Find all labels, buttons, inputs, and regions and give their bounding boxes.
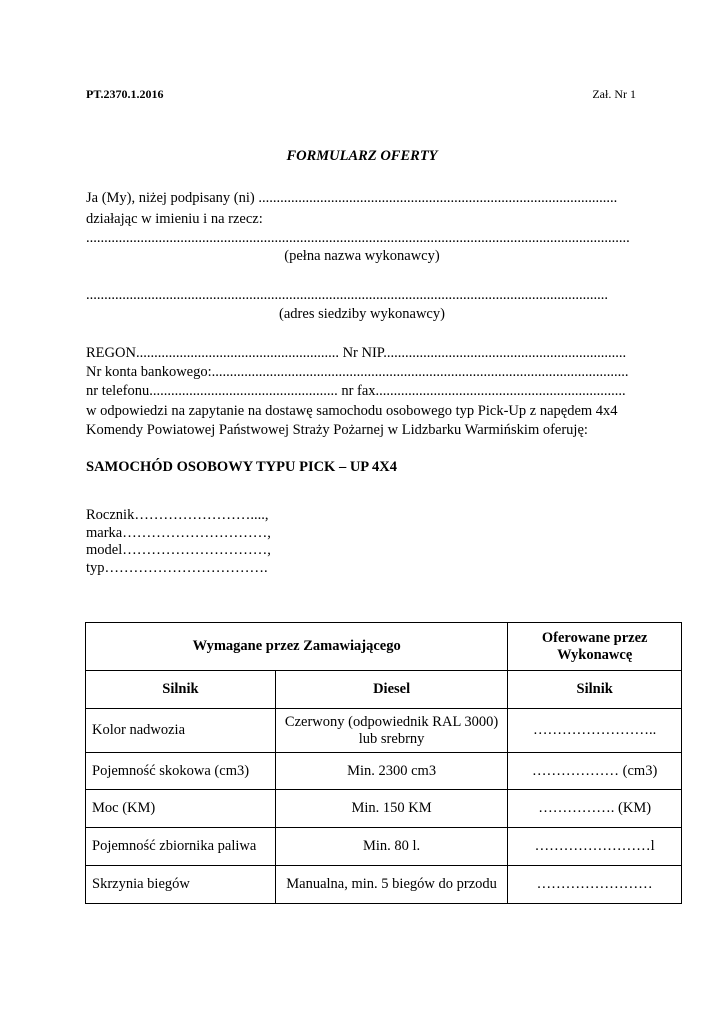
annex-number: Zał. Nr 1 — [592, 87, 636, 101]
requirement-text: Min. 150 KM — [351, 800, 432, 817]
requirement-text: Min. 2300 cm3 — [347, 762, 437, 779]
table-row — [86, 790, 682, 828]
offer-cell: ……………………l — [508, 828, 682, 866]
page-title: FORMULARZ OFERTY — [286, 148, 438, 164]
offer-table — [85, 622, 682, 904]
signer-line: Ja (My), niżej podpisany (ni) ................................................................................................... — [86, 190, 618, 206]
offer-cell: …………………… — [508, 866, 682, 904]
section-title: SAMOCHÓD OSOBOWY TYPU PICK – UP 4X4 — [86, 459, 397, 475]
phone-fax-line: nr telefonu.................................................... nr fax..................................................................... — [86, 383, 626, 399]
bank-account-line: Nr konta bankowego:................................................................................................................... — [86, 364, 629, 380]
table-row — [86, 709, 682, 753]
requirement-text: Czerwony (odpowiednik RAL 3000) — [284, 713, 499, 730]
requirement-cell — [275, 828, 508, 866]
document-reference: PT.2370.1.2016 — [86, 87, 164, 101]
requirement-cell — [275, 753, 508, 790]
spec-marka: marka…………………………, — [86, 525, 271, 541]
parameter-cell: Kolor nadwozia — [86, 709, 276, 753]
parameter-cell: Pojemność zbiornika paliwa — [86, 828, 276, 866]
subheader-col3: Silnik — [508, 671, 682, 709]
table-row — [86, 866, 682, 904]
table-row — [86, 753, 682, 790]
contractor-name-caption: (pełna nazwa wykonawcy) — [284, 248, 440, 264]
spec-typ: typ……………………………. — [86, 560, 268, 576]
table-header-row — [86, 623, 682, 671]
requirement-text: Min. 80 l. — [362, 838, 421, 855]
response-line-2: Komendy Powiatowej Państwowej Straży Pożarnej w Lidzbarku Warmińskim oferuję: — [86, 422, 588, 438]
subheader-col1: Silnik — [86, 671, 276, 709]
requirement-cell — [275, 709, 508, 753]
requirement-text: Manualna, min. 5 biegów do przodu — [286, 876, 497, 893]
subheader-col2: Diesel — [275, 671, 508, 709]
offer-cell: …………………….. — [508, 709, 682, 753]
contractor-address-caption: (adres siedziby wykonawcy) — [279, 306, 445, 322]
parameter-cell: Moc (KM) — [86, 790, 276, 828]
offer-cell: ……………. (KM) — [508, 790, 682, 828]
acting-on-behalf-line: działając w imieniu i na rzecz: — [86, 211, 263, 227]
table-row — [86, 828, 682, 866]
contractor-address-dots: ................................................................................................................................................ — [86, 287, 608, 303]
parameter-cell: Pojemność skokowa (cm3) — [86, 753, 276, 790]
table-subheader-row — [86, 671, 682, 709]
contractor-name-dots: ...................................................................................................................................................... — [86, 230, 630, 246]
requirement-text-2: lub srebrny — [358, 730, 425, 747]
requirement-cell — [275, 790, 508, 828]
offered-header: Oferowane przez Wykonawcę — [508, 623, 682, 671]
offer-cell: ……………… (cm3) — [508, 753, 682, 790]
requirement-cell — [275, 866, 508, 904]
spec-model: model…………………………, — [86, 542, 271, 558]
required-header: Wymagane przez Zamawiającego — [86, 623, 508, 671]
response-line-1: w odpowiedzi na zapytanie na dostawę samochodu osobowego typ Pick-Up z napędem 4x4 — [86, 403, 618, 419]
spec-rocznik: Rocznik……………………...., — [86, 507, 269, 523]
regon-nip-line: REGON........................................................ Nr NIP................................................................... — [86, 345, 627, 361]
parameter-cell: Skrzynia biegów — [86, 866, 276, 904]
